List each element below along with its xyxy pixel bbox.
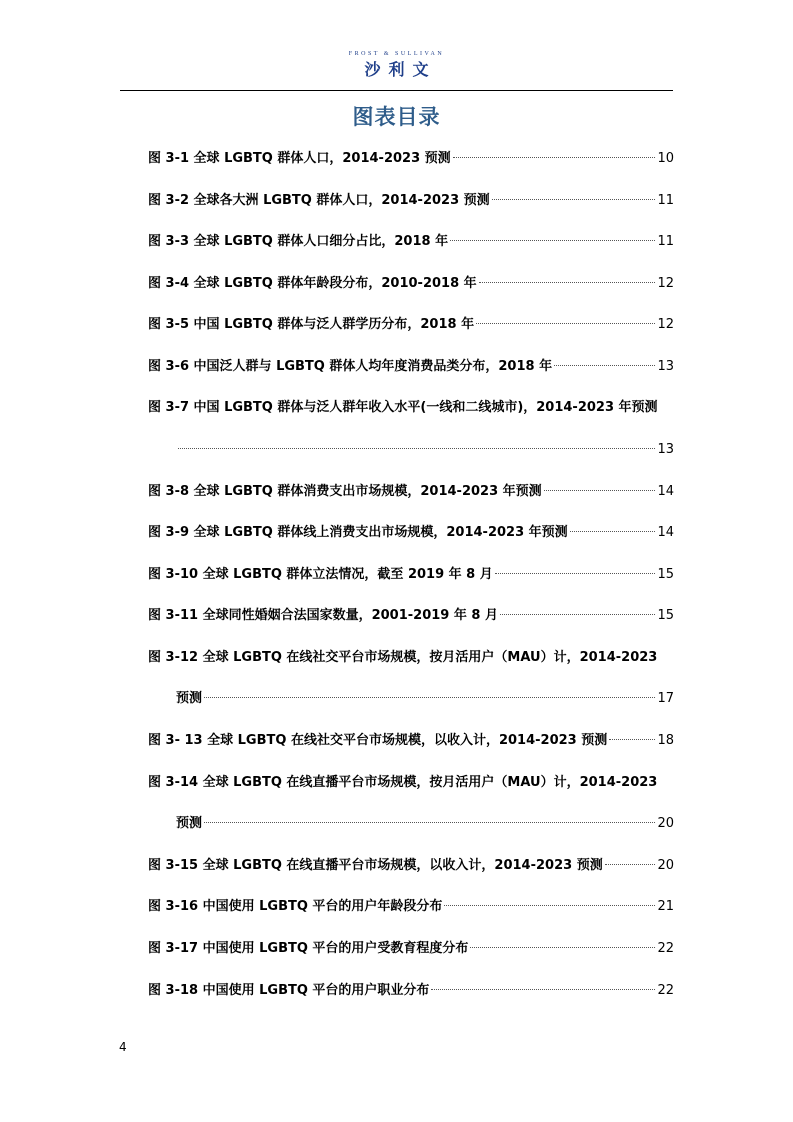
dot-leader [554,365,655,366]
dot-leader [479,282,656,283]
toc-entry-label: 图 3-11 全球同性婚姻合法国家数量，2001-2019 年 8 月 [148,608,498,623]
toc-entry-continuation[interactable] [176,440,674,460]
dot-leader [431,989,655,990]
dot-leader [492,199,656,200]
dot-leader [450,240,655,241]
dot-leader [204,822,655,823]
toc-entry[interactable] [148,565,674,585]
toc-entry-label-cont: 预测 [176,816,203,831]
toc-entry-page: 12 [657,317,674,332]
toc-entry[interactable] [148,149,674,169]
toc-entry-page: 13 [657,359,674,374]
dot-leader [500,614,655,615]
toc-entry[interactable] [148,232,674,252]
toc-entry-label: 图 3- 13 全球 LGBTQ 在线社交平台市场规模，以收入计，2014-2023 预测 [148,733,608,748]
toc-entry[interactable] [148,523,674,543]
toc-entry[interactable] [148,274,674,294]
toc-entry-page: 21 [657,899,674,914]
toc-entry-label: 图 3-6 中国泛人群与 LGBTQ 群体人均年度消费品类分布，2018 年 [148,359,553,374]
dot-leader [544,490,656,491]
header-logo [0,50,793,80]
toc-entry-page: 15 [657,567,674,582]
toc-entry-page: 14 [657,484,674,499]
toc-entry-label: 图 3-7 中国 LGBTQ 群体与泛人群年收入水平(一线和二线城市)，2014-2023 年预测 [148,400,658,415]
toc-entry-label-cont: 预测 [176,691,203,706]
toc-entry[interactable] [148,856,674,876]
toc-entry-page: 15 [657,608,674,623]
dot-leader [476,323,655,324]
toc-entry[interactable] [148,731,674,751]
toc-entry[interactable] [148,357,674,377]
toc-entry-label: 图 3-9 全球 LGBTQ 群体线上消费支出市场规模，2014-2023 年预测 [148,525,568,540]
dot-leader [495,573,656,574]
toc-entry[interactable] [148,191,674,211]
toc-entry-first-line[interactable] [148,398,674,418]
toc-entry-label: 图 3-4 全球 LGBTQ 群体年龄段分布，2010-2018 年 [148,276,477,291]
toc-entry-page: 11 [657,234,674,249]
toc-entry[interactable] [148,897,674,917]
page-title: 图表目录 [352,105,441,129]
toc-entry-page: 22 [657,941,674,956]
toc-entry[interactable] [148,939,674,959]
toc-entry-label: 图 3-14 全球 LGBTQ 在线直播平台市场规模，按月活用户（MAU）计，2014-2023 [148,775,658,790]
toc-entry-label: 图 3-12 全球 LGBTQ 在线社交平台市场规模，按月活用户（MAU）计，2014-2023 [148,650,658,665]
brand-name-cn: 沙利文 [364,60,437,79]
toc-entry[interactable] [148,981,674,1001]
toc-entry-first-line[interactable] [148,648,674,668]
toc-entry-page: 20 [657,858,674,873]
toc-entry-page: 10 [657,151,674,166]
toc-entry-page: 22 [657,983,674,998]
toc-entry-label: 图 3-8 全球 LGBTQ 群体消费支出市场规模，2014-2023 年预测 [148,484,542,499]
toc-entry-label: 图 3-10 全球 LGBTQ 群体立法情况，截至 2019 年 8 月 [148,567,493,582]
toc-entry[interactable] [148,606,674,626]
toc-entry-page: 18 [657,733,674,748]
toc-entry-label: 图 3-18 中国使用 LGBTQ 平台的用户职业分布 [148,983,430,998]
toc-entry-page: 13 [657,442,674,457]
dot-leader [453,157,656,158]
page-number: 4 [119,1040,127,1054]
toc-entry-page: 12 [657,276,674,291]
toc-entry-continuation[interactable] [176,689,674,709]
brand-name-en: FROST & SULLIVAN [348,51,445,57]
toc-entry-page: 14 [657,525,674,540]
dot-leader [204,697,655,698]
dot-leader [444,905,655,906]
toc-entry[interactable] [148,315,674,335]
dot-leader [570,531,656,532]
toc-entry-label: 图 3-15 全球 LGBTQ 在线直播平台市场规模，以收入计，2014-2023 预测 [148,858,603,873]
toc-entry-continuation[interactable] [176,814,674,834]
dot-leader [609,739,655,740]
toc-entry-label: 图 3-17 中国使用 LGBTQ 平台的用户受教育程度分布 [148,941,469,956]
toc-entry[interactable] [148,482,674,502]
dot-leader [178,448,655,449]
toc-entry-label: 图 3-2 全球各大洲 LGBTQ 群体人口，2014-2023 预测 [148,193,490,208]
toc-entry-first-line[interactable] [148,773,674,793]
toc-entry-page: 11 [657,193,674,208]
toc-entry-label: 图 3-3 全球 LGBTQ 群体人口细分占比，2018 年 [148,234,449,249]
toc-entry-page: 20 [657,816,674,831]
dot-leader [605,864,656,865]
toc-entry-label: 图 3-1 全球 LGBTQ 群体人口，2014-2023 预测 [148,151,451,166]
toc-entry-page: 17 [657,691,674,706]
toc-entry-label: 图 3-5 中国 LGBTQ 群体与泛人群学历分布，2018 年 [148,317,475,332]
dot-leader [470,947,655,948]
header-divider [120,90,673,91]
toc-entry-label: 图 3-16 中国使用 LGBTQ 平台的用户年龄段分布 [148,899,443,914]
